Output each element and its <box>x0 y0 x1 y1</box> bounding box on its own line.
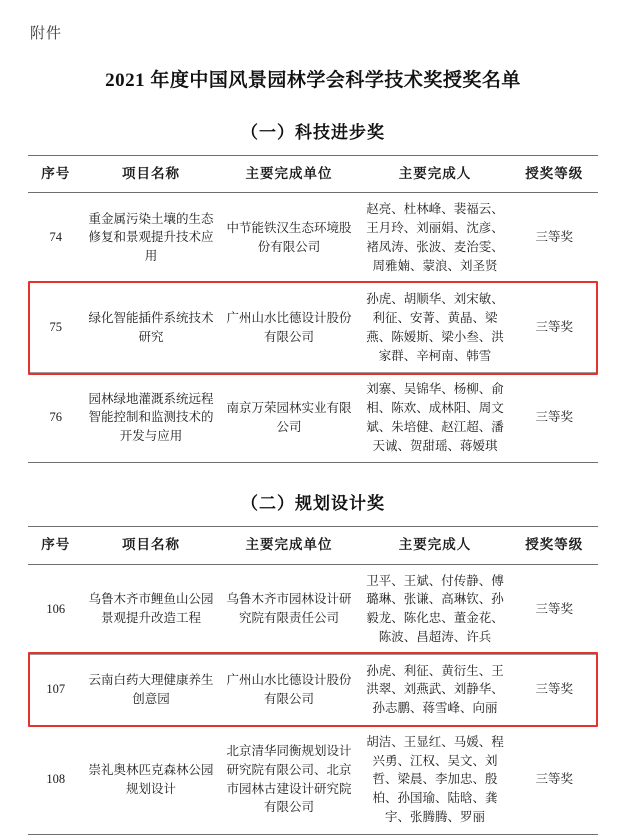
cell-people: 刘寨、吴锦华、杨柳、俞相、陈欢、成林阳、周文斌、朱培健、赵江超、潘天诚、贺甜瑶、蒋嫒琪 <box>359 373 510 463</box>
cell-project: 绿化智能插件系统技术研究 <box>83 283 218 373</box>
cell-no: 107 <box>28 654 83 725</box>
cell-project: 云南白药大理健康养生创意园 <box>83 654 218 725</box>
table-row-highlighted <box>28 654 598 725</box>
cell-level: 三等奖 <box>511 725 598 834</box>
table-row <box>28 373 598 463</box>
page-title: 2021 年度中国风景园林学会科学技术奖授奖名单 <box>105 70 521 91</box>
award-table-2 <box>28 526 598 834</box>
cell-people: 卫平、王斌、付传静、傅璐琳、张谦、高琳钦、孙毅龙、陈化忠、董金花、陈波、昌超涛、许兵 <box>359 564 510 654</box>
header-row <box>28 156 598 193</box>
cell-unit: 乌鲁木齐市园林设计研究院有限责任公司 <box>219 564 360 654</box>
column-header-level: 授奖等级 <box>511 527 598 564</box>
cell-project: 园林绿地灌溉系统远程智能控制和监测技术的开发与应用 <box>83 373 218 463</box>
cell-project: 重金属污染土壤的生态修复和景观提升技术应用 <box>83 193 218 283</box>
column-header-unit: 主要完成单位 <box>219 156 360 193</box>
cell-level: 三等奖 <box>511 373 598 463</box>
table-row-highlighted <box>28 283 598 373</box>
column-header-no: 序号 <box>28 527 83 564</box>
table-row <box>28 193 598 283</box>
table-header-2 <box>28 527 598 564</box>
cell-level: 三等奖 <box>511 654 598 725</box>
table-body-1 <box>28 193 598 463</box>
cell-unit: 南京万荣园林实业有限公司 <box>219 373 360 463</box>
cell-project: 崇礼奥林匹克森林公园规划设计 <box>83 725 218 834</box>
cell-unit: 北京清华同衡规划设计研究院有限公司、北京市园林古建设计研究院有限公司 <box>219 725 360 834</box>
cell-level: 三等奖 <box>511 564 598 654</box>
cell-no: 74 <box>28 193 83 283</box>
cell-unit: 广州山水比德设计股份有限公司 <box>219 654 360 725</box>
cell-level: 三等奖 <box>511 193 598 283</box>
column-header-people: 主要完成人 <box>359 156 510 193</box>
column-header-project: 项目名称 <box>83 527 218 564</box>
table-body-2 <box>28 564 598 834</box>
column-header-level: 授奖等级 <box>511 156 598 193</box>
table-row <box>28 725 598 834</box>
section-heading-2: （二）规划设计奖 <box>241 494 385 514</box>
table-header-1 <box>28 156 598 193</box>
cell-people: 孙虎、利征、黄衍生、王洪翠、刘燕武、刘静华、孙志鹏、蒋雪峰、向丽 <box>359 654 510 725</box>
column-header-no: 序号 <box>28 156 83 193</box>
attachment-label: 附件 <box>30 26 63 42</box>
cell-project: 乌鲁木齐市鲤鱼山公园景观提升改造工程 <box>83 564 218 654</box>
cell-no: 106 <box>28 564 83 654</box>
cell-unit: 中节能铁汉生态环境股份有限公司 <box>219 193 360 283</box>
award-table-1 <box>28 155 598 463</box>
cell-level: 三等奖 <box>511 283 598 373</box>
column-header-project: 项目名称 <box>83 156 218 193</box>
section-heading-1: （一）科技进步奖 <box>241 123 385 142</box>
cell-unit: 广州山水比德设计股份有限公司 <box>219 283 360 373</box>
column-header-people: 主要完成人 <box>359 527 510 564</box>
cell-people: 赵亮、杜林峰、裴福云、王月玲、刘丽娟、沈彦、褚凤涛、张波、麦治雯、周雅婻、蒙浪、刘圣贤 <box>359 193 510 283</box>
cell-no: 75 <box>28 283 83 373</box>
cell-people: 孙虎、胡顺华、刘宋敏、利征、安菁、黄晶、梁燕、陈嫒斯、梁小叁、洪家群、辛柯南、韩雪 <box>359 283 510 373</box>
cell-no: 108 <box>28 725 83 834</box>
column-header-unit: 主要完成单位 <box>219 527 360 564</box>
header-row <box>28 527 598 564</box>
cell-no: 76 <box>28 373 83 463</box>
cell-people: 胡洁、王显红、马媛、程兴勇、江权、吴文、刘哲、梁晨、李加忠、殷柏、孙国瑜、陆晗、龚宇、张腾腾、罗丽 <box>359 725 510 834</box>
table-row <box>28 564 598 654</box>
